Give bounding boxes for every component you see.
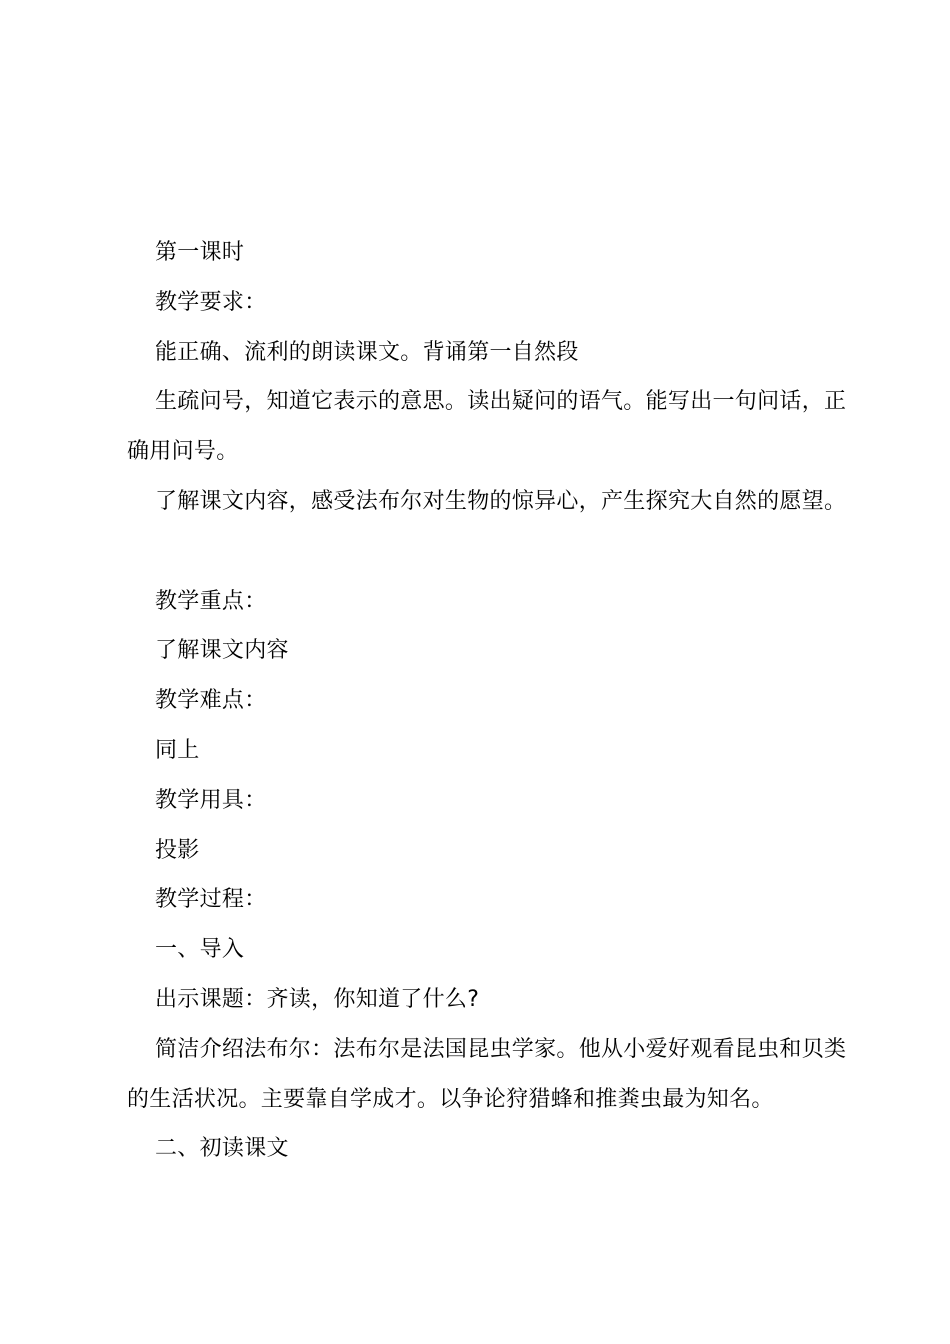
teaching-requirements-heading: 教学要求： [155,289,267,315]
teaching-difficulty-text: 同上 [155,737,200,763]
section-first-reading: 二、初读课文 [155,1136,289,1162]
teaching-tools-text: 投影 [155,837,200,863]
teaching-focus-text: 了解课文内容 [155,638,289,664]
requirement-1: 能正确、流利的朗读课文。背诵第一自然段 [155,339,579,365]
teaching-tools-heading: 教学用具： [155,787,267,813]
teaching-process-heading: 教学过程： [155,887,267,913]
teaching-difficulty-heading: 教学难点： [155,688,267,714]
teaching-focus-heading: 教学重点： [155,588,267,614]
lesson-period-heading: 第一课时 [155,240,245,265]
document-body [127,228,847,1174]
author-introduction-text: 简洁介绍法布尔：法布尔是法国昆虫学家。他从小爱好观看昆虫和贝类的生活状况。主要靠自学成才。以争论狩猎蜂和推粪虫最为知名。 [127,1036,847,1112]
show-title-text: 出示课题：齐读，你知道了什么? [155,986,480,1012]
requirement-2: 生疏问号，知道它表示的意思。读出疑问的语气。能写出一句问话，正确用问号。 [127,389,847,465]
blank-line [127,527,847,577]
section-introduction: 一、导入 [155,937,245,963]
requirement-3: 了解课文内容，感受法布尔对生物的惊异心，产生探究大自然的愿望。 [155,488,847,514]
